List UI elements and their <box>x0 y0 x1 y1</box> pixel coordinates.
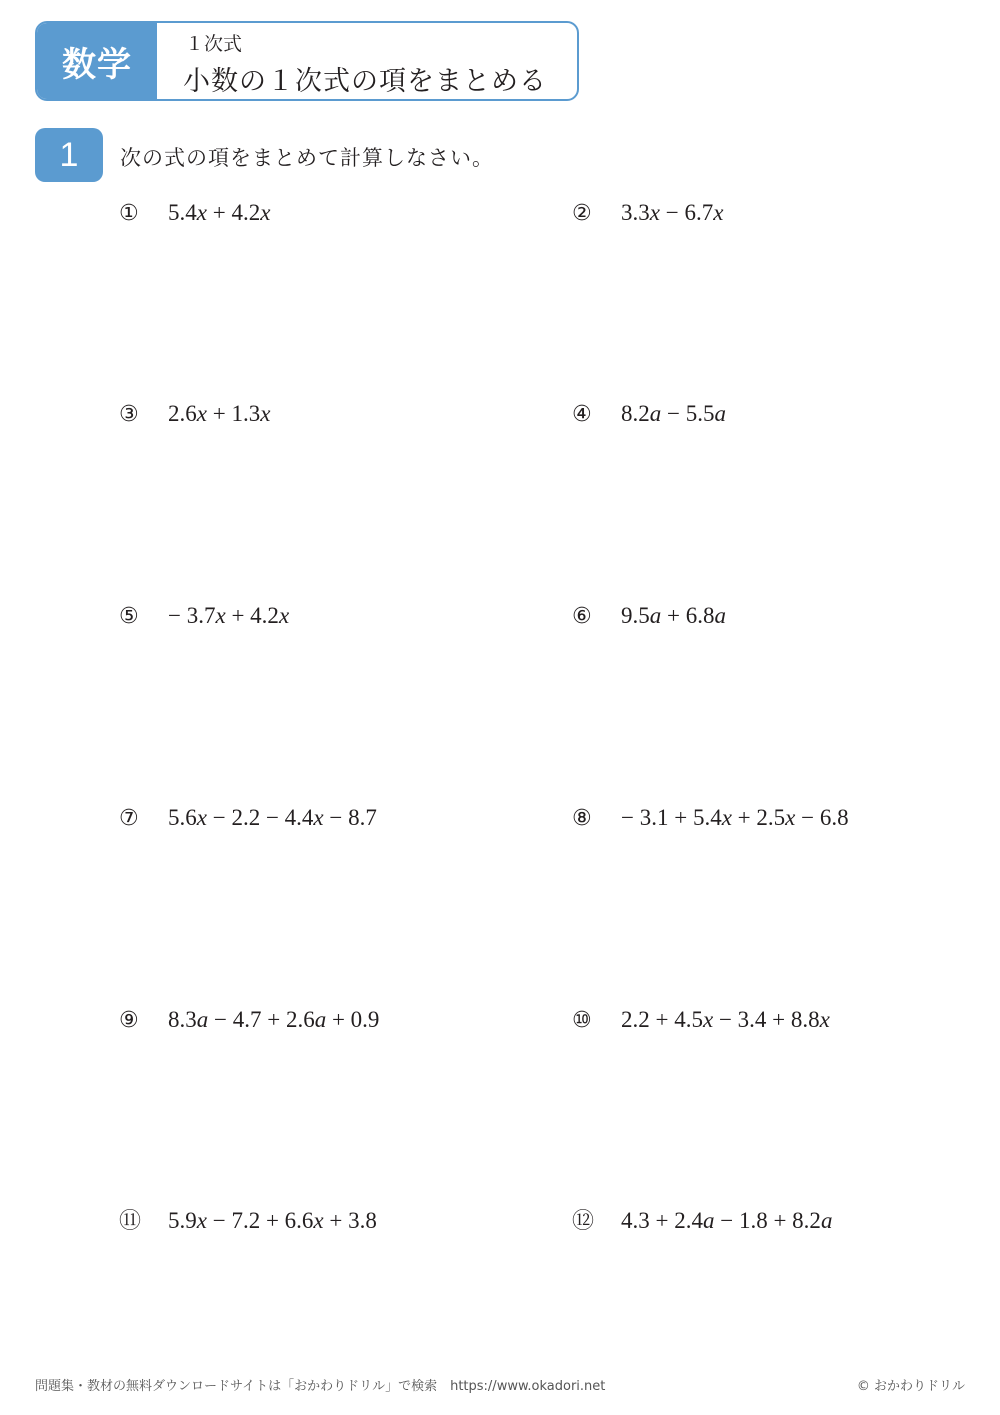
footer-copyright: © おかわりドリル <box>856 1379 965 1394</box>
problem-number: ② <box>572 201 592 226</box>
problem-number: ⑦ <box>119 806 139 831</box>
problem-item <box>119 398 270 430</box>
problem-number: ⑤ <box>119 604 139 629</box>
problem-item <box>572 197 723 229</box>
problem-item <box>572 802 849 834</box>
question-number-badge: 1 <box>35 128 103 182</box>
problem-number: ③ <box>119 402 139 427</box>
problem-item <box>572 1205 832 1237</box>
problem-expression: 2.6x + 1.3x <box>168 401 271 426</box>
problem-number: ⑫ <box>572 1209 595 1234</box>
problem-expression: − 3.7x + 4.2x <box>168 603 290 628</box>
problem-item <box>572 398 726 430</box>
problem-expression: 9.5a + 6.8a <box>621 603 726 628</box>
problem-item <box>119 1004 379 1036</box>
problem-item <box>119 1205 377 1237</box>
problem-expression: 8.2a − 5.5a <box>621 401 726 426</box>
problem-number: ⑥ <box>572 604 592 629</box>
problem-expression: 3.3x − 6.7x <box>621 200 724 225</box>
unit-label: １次式 <box>185 33 243 55</box>
footer-site-note: 問題集・教材の無料ダウンロードサイトは「おかわりドリル」で検索 https://www.okadori.net <box>35 1379 606 1394</box>
title-header <box>35 21 579 101</box>
problem-number: ⑨ <box>119 1008 139 1033</box>
problem-number: ⑪ <box>119 1209 142 1234</box>
problem-number: ④ <box>572 402 592 427</box>
problem-expression: 8.3a − 4.7 + 2.6a + 0.9 <box>168 1007 380 1032</box>
problem-item <box>119 802 377 834</box>
problem-number: ① <box>119 201 139 226</box>
problem-expression: 4.3 + 2.4a − 1.8 + 8.2a <box>621 1208 833 1233</box>
problem-number: ⑧ <box>572 806 592 831</box>
problem-item <box>119 600 289 632</box>
problem-number: ⑩ <box>572 1008 592 1033</box>
problem-item <box>572 600 726 632</box>
problem-expression: 2.2 + 4.5x − 3.4 + 8.8x <box>621 1007 830 1032</box>
problem-item <box>572 1004 830 1036</box>
question-instruction: 次の式の項をまとめて計算しなさい。 <box>120 146 494 170</box>
problem-expression: 5.6x − 2.2 − 4.4x − 8.7 <box>168 805 377 830</box>
problem-expression: − 3.1 + 5.4x + 2.5x − 6.8 <box>621 805 849 830</box>
problem-item <box>119 197 270 229</box>
problem-expression: 5.4x + 4.2x <box>168 200 271 225</box>
subject-label: 数学 <box>37 23 157 99</box>
problem-expression: 5.9x − 7.2 + 6.6x + 3.8 <box>168 1208 377 1233</box>
page-title: 小数の１次式の項をまとめる <box>183 66 547 97</box>
